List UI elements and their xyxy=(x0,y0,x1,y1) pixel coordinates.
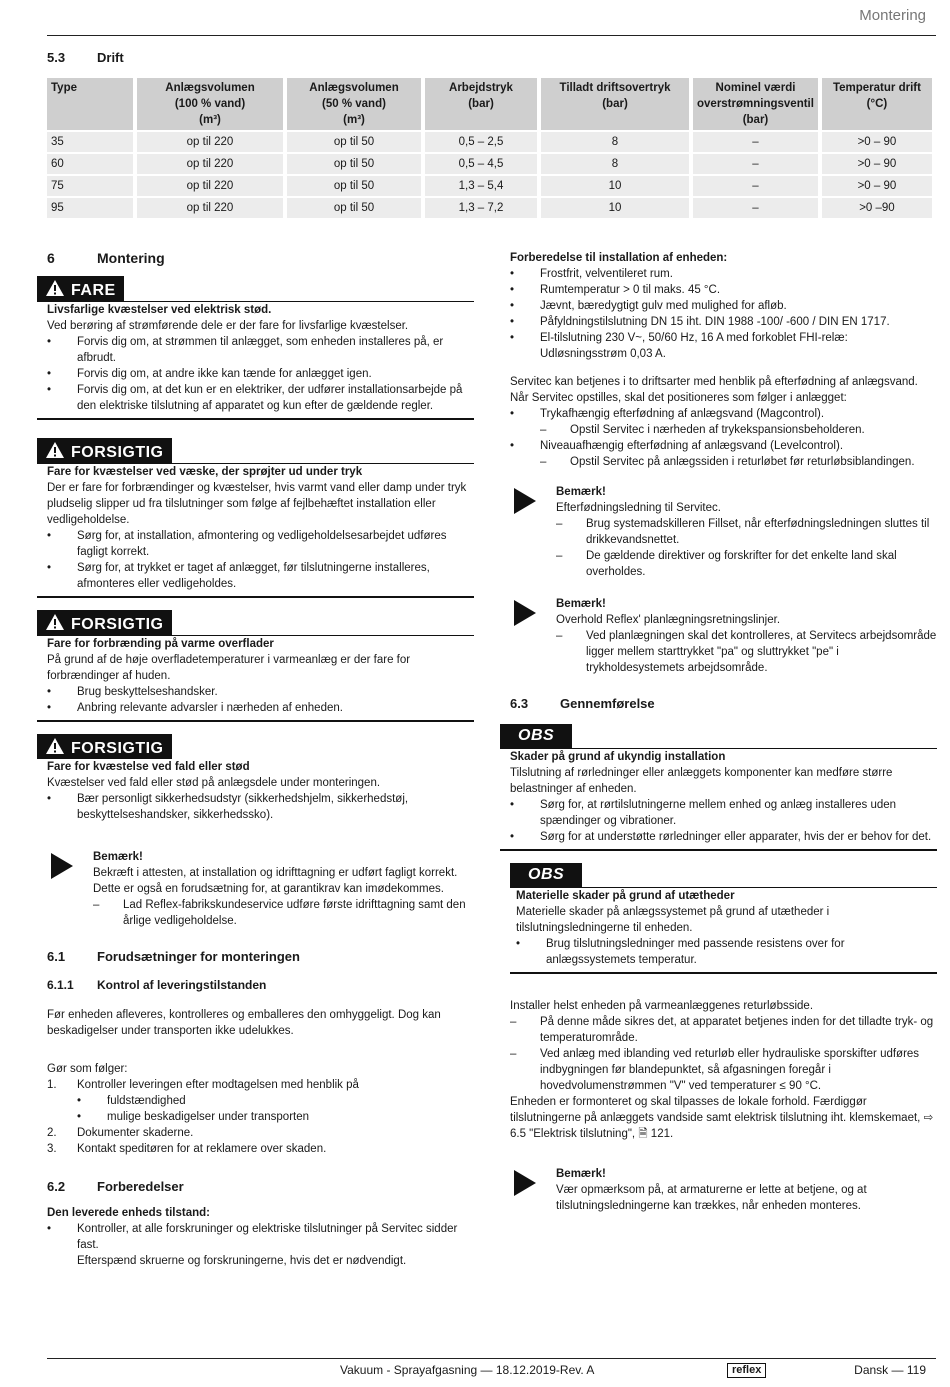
left-column xyxy=(37,250,474,1269)
caution-title: Fare for kvæstelser ved væske, der sprøjter ud under tryk xyxy=(47,466,363,478)
table-cell: op til 50 xyxy=(287,154,421,174)
page-ref-link[interactable]: 121. xyxy=(650,1128,674,1140)
table-cell: op til 220 xyxy=(137,198,283,218)
caution-badge: FORSIGTIG xyxy=(37,610,172,635)
caution-content xyxy=(37,636,474,716)
list-item: • Brug tilslutningsledninger med passende resistens over for anlægssystemets temperatur. xyxy=(516,936,937,968)
table-cell: – xyxy=(693,176,818,196)
danger-bullets xyxy=(47,334,474,414)
delivered-state-title: Den leverede enheds tilstand: xyxy=(47,1207,210,1219)
cross-ref-link[interactable]: 6.5 "Elektrisk tilslutning", xyxy=(510,1128,636,1140)
footer-document-title: Vakuum - Sprayafgasning — 18.12.2019-Rev. A xyxy=(340,1363,595,1377)
caution-text: Kvæstelser ved fald eller stød på anlægsdele under monteringen. xyxy=(47,777,381,789)
note-arrow-icon xyxy=(514,488,536,514)
notice-content xyxy=(510,888,937,968)
caution-box-pressure xyxy=(37,438,474,598)
section-6-2-heading: 6.2 Forberedelser xyxy=(47,1179,184,1194)
table-cell: 75 xyxy=(47,176,133,196)
note-arrow-icon xyxy=(514,600,536,626)
col-temperature xyxy=(822,78,932,130)
prep-block xyxy=(500,250,937,712)
notice-text: Materielle skader på anlægssystemet på grund af utætheder i tilslutningsledningerne til enheden. xyxy=(516,906,830,934)
steps-list xyxy=(47,1077,474,1157)
list-item: • fuldstændighed xyxy=(77,1093,474,1109)
col-type-label: Type xyxy=(51,82,77,94)
notice-box-leaks xyxy=(510,863,937,974)
note-refill-line xyxy=(510,484,937,580)
caution-content xyxy=(37,464,474,592)
warning-triangle-icon xyxy=(45,279,65,297)
col-allowed-overpressure-label: Tilladt driftsovertryk (bar) xyxy=(559,82,671,110)
list-item: • Sørg for, at trykket er taget af anlægget, før tilslutningerne installeres, afmonteres eller vedligeholdes. xyxy=(47,560,474,592)
table-cell: 10 xyxy=(541,198,689,218)
footer-rule xyxy=(47,1358,936,1359)
table-cell: – xyxy=(693,132,818,152)
table-cell: 1,3 – 7,2 xyxy=(425,198,537,218)
section-6-1-1-heading: 6.1.1 Kontrol af leveringstilstanden xyxy=(47,978,267,992)
table-cell: op til 50 xyxy=(287,198,421,218)
list-item: • Rumtemperatur > 0 til maks. 45 °C. xyxy=(510,282,937,298)
list-item: • mulige beskadigelser under transporten xyxy=(77,1109,474,1125)
delivery-text: Før enheden afleveres, kontrolleres og emballeres den omhyggeligt. Dog kan beskadigelser under transporten ikke udelukkes. xyxy=(47,1009,441,1037)
note-title: Bemærk! xyxy=(556,1168,606,1180)
col-allowed-overpressure xyxy=(541,78,689,130)
table-cell: >0 –90 xyxy=(822,198,932,218)
notice-bullets xyxy=(510,797,937,845)
caution-bullets xyxy=(47,791,474,823)
col-volume-50 xyxy=(287,78,421,130)
servitec-list xyxy=(510,406,937,470)
right-column xyxy=(500,250,937,1214)
table-header-row xyxy=(47,78,932,130)
header-rule xyxy=(47,35,936,36)
prep-title: Forberedelse til installation af enheden: xyxy=(510,252,728,264)
table-cell: 95 xyxy=(47,198,133,218)
table-row xyxy=(47,154,932,174)
table-cell: 0,5 – 2,5 xyxy=(425,132,537,152)
notice-bullets xyxy=(516,936,937,968)
install-text-2: Enheden er formonteret og skal tilpasses de lokale forhold. Færdiggør tilslutningerne på anlæggets vandside samt elektrisk tilslutning iht. klemskemaet, ⇨ 6.5 "Elektrisk tilslutning", 🗎 121. xyxy=(510,1096,934,1140)
list-item: • Forvis dig om, at det kun er en elektriker, der udfører installationsarbejde på den elektriske tilslutning af apparatet og kun efter de gældende regler. xyxy=(47,382,474,414)
list-item: • Påfyldningstilslutning DN 15 iht. DIN 1988 -100/ -600 / DIN EN 1717. xyxy=(510,314,937,330)
section-6-1-heading: 6.1 Forudsætninger for monteringen xyxy=(47,949,300,964)
note-attest xyxy=(47,849,474,929)
caution-bullets xyxy=(47,684,474,716)
caution-title: Fare for forbrænding på varme overflader xyxy=(47,638,274,650)
warning-triangle-icon xyxy=(45,737,65,755)
table-cell: op til 220 xyxy=(137,154,283,174)
list-item: – På denne måde sikres det, at apparatet betjenes inden for det tilladte tryk- og temperaturområde. xyxy=(510,1014,937,1046)
list-item: – Lad Reflex-fabrikskundeservice udføre første idrifttagning samt den årlige vedligeholdelse. xyxy=(93,897,474,929)
table-cell: 8 xyxy=(541,132,689,152)
servitec-text: Servitec kan betjenes i to driftsarter med henblik på efterfødning af anlægsvand. Når Servitec opstilles, skal det positioneres som følger i anlægget: xyxy=(510,376,918,404)
note-arrow-icon xyxy=(514,1170,536,1196)
danger-content xyxy=(37,302,474,414)
danger-badge: FARE xyxy=(37,276,124,301)
notice-content xyxy=(500,749,937,845)
list-item: • Sørg for, at rørtilslutningerne mellem enhed og anlæg installeres uden spændinger og vibrationer. xyxy=(510,797,937,829)
list-item: 2. Dokumenter skaderne. xyxy=(47,1127,194,1139)
col-type xyxy=(47,78,133,130)
table-cell: – xyxy=(693,154,818,174)
sub-bullets xyxy=(77,1093,474,1125)
list-item: • Trykafhængig efterfødning af anlægsvand (Magcontrol). – Opstil Servitec i nærheden af trykekspansionsbeholderen. xyxy=(510,406,937,438)
note-title: Bemærk! xyxy=(556,598,606,610)
running-header: Montering xyxy=(859,7,926,24)
list-item: • Bær personligt sikkerhedsudstyr (sikkerhedshjelm, sikkerhedstøj, beskyttelseshandsker, sikkerhedssko). xyxy=(47,791,474,823)
list-item: 3. Kontakt speditøren for at reklamere over skaden. xyxy=(47,1143,327,1155)
note-text: Bekræft i attesten, at installation og idrifttagning er udført fagligt korrekt. Dette er også en forudsætning for, at garantikrav kan imødekommes. xyxy=(93,867,458,895)
delivered-state-list xyxy=(47,1221,474,1269)
notice-title: Materielle skader på grund af utætheder xyxy=(516,890,735,902)
footer-page-number: — 119 xyxy=(891,1363,926,1377)
note-text: Efterfødningsledning til Servitec. xyxy=(556,502,721,514)
install-dash-list xyxy=(510,1014,937,1094)
warning-triangle-icon xyxy=(45,441,65,459)
reflex-logo: reflex xyxy=(727,1363,766,1378)
note-arrow-icon xyxy=(51,853,73,879)
col-overflow-valve-label: Nominel værdi overstrømningsventil (bar) xyxy=(697,82,814,126)
table-cell: 60 xyxy=(47,154,133,174)
list-item: – De gældende direktiver og forskrifter for det enkelte land skal overholdes. xyxy=(556,548,937,580)
table-cell: 1,3 – 5,4 xyxy=(425,176,537,196)
cross-ref-icon: ⇨ xyxy=(923,1112,934,1124)
col-volume-50-label: Anlægsvolumen (50 % vand) (m³) xyxy=(309,82,399,126)
section-6-heading: 6 Montering xyxy=(47,250,165,266)
list-item: • Sørg for at understøtte rørledninger eller apparater, hvis der er behov for det. xyxy=(510,829,937,845)
caution-bullets xyxy=(47,528,474,592)
list-item: • Forvis dig om, at strømmen til anlægget, som enheden installeres på, er afbrudt. xyxy=(47,334,474,366)
caution-box-hot-surface xyxy=(37,610,474,722)
section-6-3-heading: 6.3 Gennemførelse xyxy=(510,696,655,711)
danger-title: Livsfarlige kvæstelser ved elektrisk stød. xyxy=(47,304,272,316)
list-item: • Frostfrit, velventileret rum. xyxy=(510,266,937,282)
table-cell: op til 50 xyxy=(287,176,421,196)
danger-text: Ved berøring af strømførende dele er der fare for livsfarlige kvæstelser. xyxy=(47,320,409,332)
table-cell: – xyxy=(693,198,818,218)
note-text: Overhold Reflex' planlægningsretningslinjer. xyxy=(556,614,781,626)
install-text: Installer helst enheden på varmeanlæggenes returløbsside. xyxy=(510,1000,814,1012)
notice-text: Tilslutning af rørledninger eller anlæggets komponenter kan medføre større belastninger af enheden. xyxy=(510,767,893,795)
table-row xyxy=(47,132,932,152)
note-title: Bemærk! xyxy=(93,851,143,863)
danger-box xyxy=(37,276,474,420)
list-item: • Anbring relevante advarsler i nærheden af enheden. xyxy=(47,700,474,716)
prep-list xyxy=(510,266,937,362)
col-working-pressure xyxy=(425,78,537,130)
table-cell: 0,5 – 4,5 xyxy=(425,154,537,174)
page-ref-icon: 🗎 xyxy=(638,1128,648,1140)
note-dash-list xyxy=(556,516,937,580)
table-cell: 8 xyxy=(541,154,689,174)
col-overflow-valve xyxy=(693,78,818,130)
warning-triangle-icon xyxy=(45,613,65,631)
notice-badge: OBS xyxy=(510,863,582,887)
table-cell: >0 – 90 xyxy=(822,176,932,196)
list-item: • Sørg for, at installation, afmontering og vedligeholdelsesarbejdet udføres fagligt korrekt. xyxy=(47,528,474,560)
col-working-pressure-label: Arbejdstryk (bar) xyxy=(449,82,513,110)
list-item: • Forvis dig om, at andre ikke kan tænde for anlægget igen. xyxy=(47,366,474,382)
list-item: • Kontroller, at alle forskruninger og elektriske tilslutninger på Servitec sidder fast. Efterspænd skruerne og forskruningerne, hvis det er nødvendigt. xyxy=(47,1221,474,1269)
note-title: Bemærk! xyxy=(556,486,606,498)
footer-page xyxy=(854,1362,926,1378)
table-cell: 35 xyxy=(47,132,133,152)
servitec-dash xyxy=(540,422,937,438)
caution-content xyxy=(37,759,474,823)
list-item: • El-tilslutning 230 V~, 50/60 Hz, 16 A med forkoblet FHI-relæ: Udløsningsstrøm 0,03 A. xyxy=(510,330,937,362)
list-item: – Opstil Servitec i nærheden af trykekspansionsbeholderen. xyxy=(540,422,937,438)
servitec-dash xyxy=(540,454,937,470)
list-item: – Ved planlægningen skal det kontrolleres, at Servitecs arbejdsområde ligger mellem starttrykket "pa" og sluttrykket "pe" i trykholdesystemets arbejdsområde. xyxy=(556,628,937,676)
caution-badge: FORSIGTIG xyxy=(37,734,172,759)
table-cell: op til 50 xyxy=(287,132,421,152)
caution-title: Fare for kvæstelse ved fald eller stød xyxy=(47,761,250,773)
col-temperature-label: Temperatur drift (°C) xyxy=(832,82,921,110)
notice-badge: OBS xyxy=(500,724,572,748)
note-text: Vær opmærksom på, at armaturerne er lette at betjene, og at tilslutningsledningerne kan trækkes, når enheden monteres. xyxy=(556,1184,867,1212)
caution-badge: FORSIGTIG xyxy=(37,438,172,463)
install-block xyxy=(500,998,937,1214)
note-fittings xyxy=(510,1166,937,1214)
notice-title: Skader på grund af ukyndig installation xyxy=(510,751,726,763)
list-item: – Opstil Servitec på anlægssiden i returløbet før returløbsiblandingen. xyxy=(540,454,937,470)
table-row xyxy=(47,198,932,218)
table-cell: op til 220 xyxy=(137,132,283,152)
list-item: • Jævnt, bæredygtigt gulv med mulighed for afløb. xyxy=(510,298,937,314)
section-5-3-heading: 5.3 Drift xyxy=(47,50,124,65)
col-volume-100-label: Anlægsvolumen (100 % vand) (m³) xyxy=(165,82,255,126)
list-item: – Brug systemadskilleren Fillset, når efterfødningsledningen sluttes til drikkevandsnettet. xyxy=(556,516,937,548)
list-item: • Brug beskyttelseshandsker. xyxy=(47,684,474,700)
caution-box-fall xyxy=(37,734,474,823)
note-dash-list xyxy=(556,628,937,676)
table-cell: 10 xyxy=(541,176,689,196)
list-item: • Niveauafhængig efterfødning af anlægsvand (Levelcontrol). – Opstil Servitec på anlægssiden i returløbet før returløbsiblandingen. xyxy=(510,438,937,470)
table-cell: >0 – 90 xyxy=(822,154,932,174)
list-item: – Ved anlæg med iblanding ved returløb eller hydrauliske sporskifter udføres indbygningen før blandepunktet, så afgasningen foregår i hovedvolumenstrømmen "V" ved temperaturer ≤ 90 °C. xyxy=(510,1046,937,1094)
note-planning xyxy=(510,596,937,676)
footer-language: Dansk xyxy=(854,1363,889,1377)
caution-text: Der er fare for forbrændinger og kvæstelser, hvis varmt vand eller damp under tryk pludselig slipper ud fra tilslutninger som følge af fejlbehæftet installation eller vedligeholdelse. xyxy=(47,482,467,526)
note-dash-list xyxy=(93,897,474,929)
table-cell: >0 – 90 xyxy=(822,132,932,152)
table-cell: op til 220 xyxy=(137,176,283,196)
drift-table xyxy=(43,76,936,220)
steps-intro: Gør som følger: xyxy=(47,1063,128,1075)
table-row xyxy=(47,176,932,196)
list-item: 1. Kontroller leveringen efter modtagelsen med henblik på • fuldstændighed • mulige beskadigelser under transporten xyxy=(47,1077,474,1125)
notice-box-installation xyxy=(500,724,937,851)
col-volume-100 xyxy=(137,78,283,130)
caution-text: På grund af de høje overfladetemperaturer i varmeanlæg er der fare for forbrændinger af huden. xyxy=(47,654,411,682)
